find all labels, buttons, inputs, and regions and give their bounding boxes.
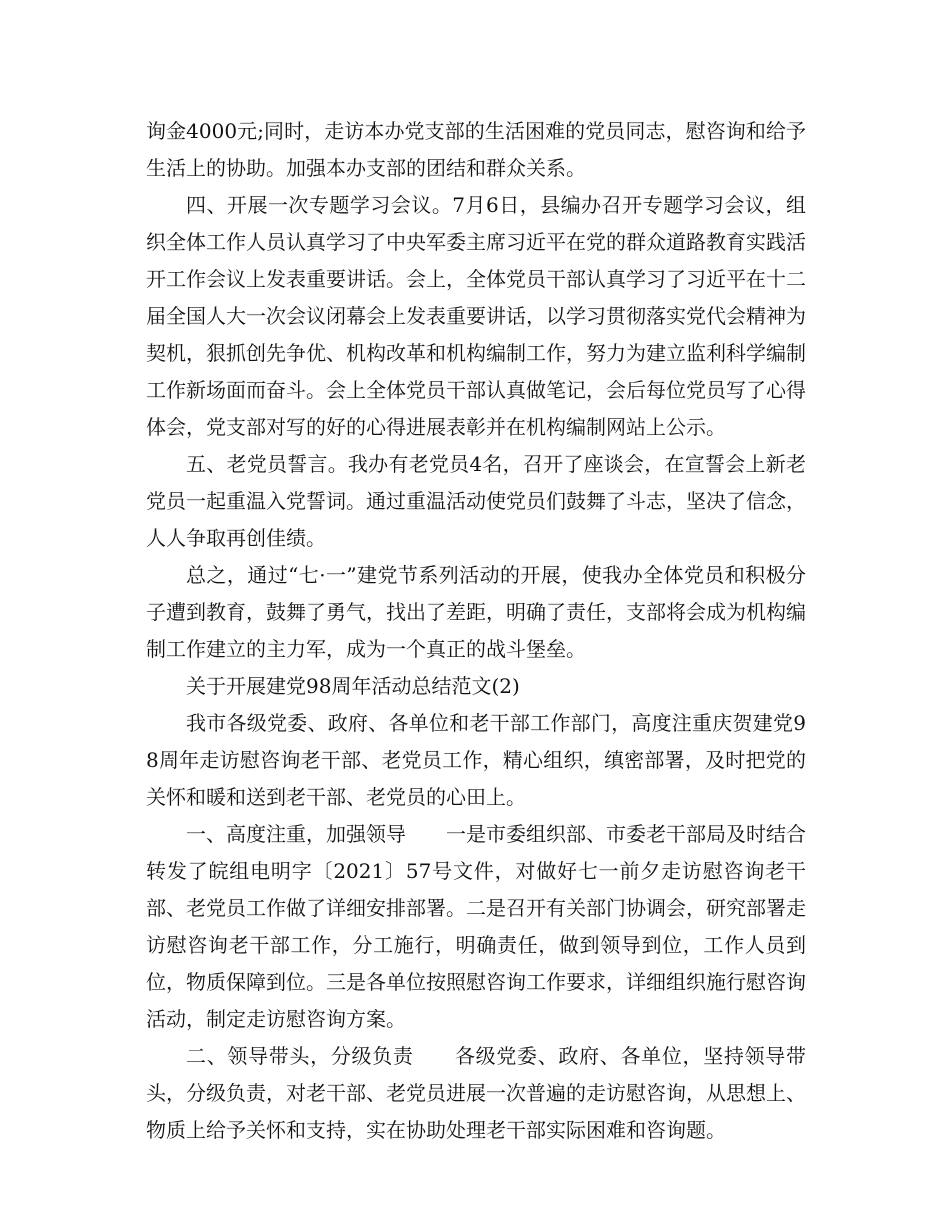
document-body <box>146 113 806 1149</box>
paragraph-section-5: 五、老党员誓言。我办有老党员4名，召开了座谈会，在宣誓会上新老党员一起重温入党誓词。通过重温活动使党员们鼓舞了斗志，坚决了信念，人人争取再创佳绩。 <box>146 452 806 550</box>
paragraph-conclusion: 总之，通过“七·一”建党节系列活动的开展，使我办全体党员和积极分子遭到教育，鼓舞了勇气，找出了差距，明确了责任，支部将会成为机构编制工作建立的主力军，成为一个真正的战斗堡垒。 <box>146 563 806 661</box>
paragraph-intro-2: 我市各级党委、政府、各单位和老干部工作部门，高度注重庆贺建党98周年走访慰咨询老干部、老党员工作，精心组织，缜密部署，及时把党的关怀和暖和送到老干部、老党员的心田上。 <box>146 711 806 809</box>
paragraph-section-4: 四、开展一次专题学习会议。7月6日，县编办召开专题学习会议，组织全体工作人员认真学习了中央军委主席习近平在党的群众道路教育实践活开工作会议上发表重要讲话。会上，全体党员干部认真学习了习近平在十二届全国人大一次会议闭幕会上发表重要讲话，以学习贯彻落实党代会精神为契机，狠抓创先争优、机构改革和机构编制工作，努力为建立监利科学编制工作新场面而奋斗。会上全体党员干部认真做笔记，会后每位党员写了心得体会，党支部对写的好的心得进展表彰并在机构编制网站上公示。 <box>146 193 806 439</box>
paragraph-point-2: 二、领导带头，分级负责 各级党委、政府、各单位，坚持领导带头，分级负责，对老干部、老党员进展一次普遍的走访慰咨询，从思想上、物质上给予关怀和支持，实在协助处理老干部实际困难和咨询题。 <box>146 1044 806 1142</box>
paragraph-continuation: 询金4000元;同时，走访本办党支部的生活困难的党员同志，慰咨询和给予生活上的协助。加强本办支部的团结和群众关系。 <box>146 119 806 180</box>
paragraph-point-1: 一、高度注重，加强领导 一是市委组织部、市委老干部局及时结合转发了皖组电明字〔2021〕57号文件，对做好七一前夕走访慰咨询老干部、老党员工作做了详细安排部署。二是召开有关部门协调会，研究部署走访慰咨询老干部工作，分工施行，明确责任，做到领导到位，工作人员到位，物质保障到位。三是各单位按照慰咨询工作要求，详细组织施行慰咨询活动，制定走访慰咨询方案。 <box>146 822 806 1031</box>
second-article-title: 关于开展建党98周年活动总结范文(2) <box>186 674 520 698</box>
